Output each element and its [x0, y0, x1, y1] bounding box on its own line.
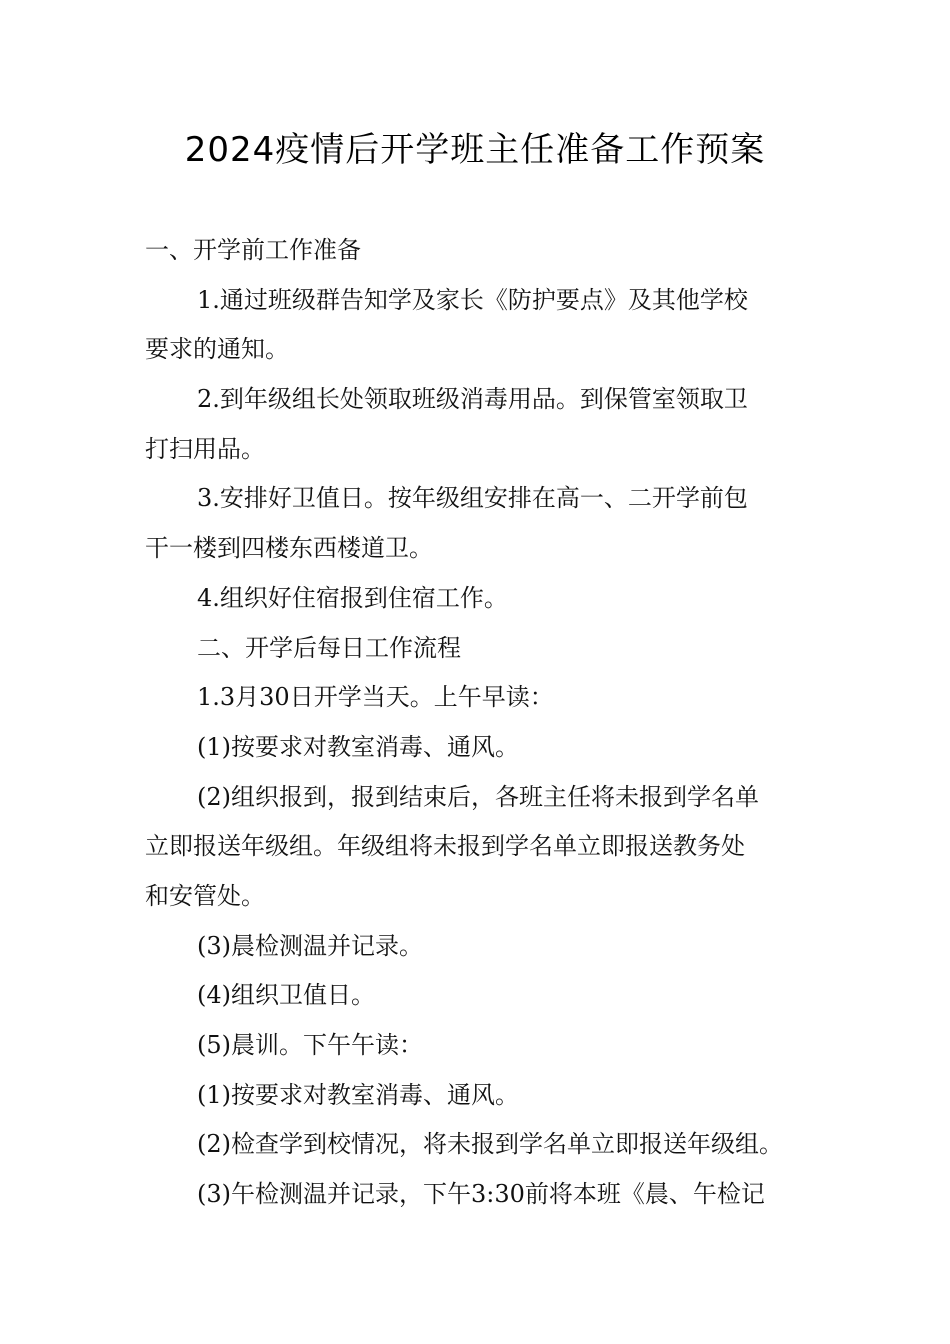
text-line: 1.3月30日开学当天。上午早读： [197, 683, 554, 712]
text-line: 和安管处。 [145, 881, 265, 910]
text-line: 二、开学后每日工作流程 [197, 633, 461, 662]
text-line: 3.安排好卫值日。按年级组安排在高一、二开学前包 [197, 484, 748, 513]
text-line: (2)组织报到，报到结束后，各班主任将未报到学名单 [197, 782, 759, 811]
text-line: 干一楼到四楼东西楼道卫。 [145, 534, 433, 563]
text-line: 打扫用品。 [145, 434, 265, 463]
text-line: (1)按要求对教室消毒、通风。 [197, 732, 519, 761]
text-line: 立即报送年级组。年级组将未报到学名单立即报送教务处 [145, 832, 745, 861]
text-line: 4.组织好住宿报到住宿工作。 [197, 583, 508, 612]
document-body [145, 226, 810, 1220]
text-line: (3)午检测温并记录，下午3:30前将本班《晨、午检记 [197, 1180, 765, 1209]
text-line: 一、开学前工作准备 [145, 236, 361, 264]
text-line: 要求的通知。 [145, 335, 289, 364]
text-line: (3)晨检测温并记录。 [197, 931, 423, 960]
text-line: 2.到年级组长处领取班级消毒用品。到保管室领取卫 [197, 385, 748, 414]
text-line: (4)组织卫值日。 [197, 981, 375, 1010]
text-line: (2)检查学到校情况，将未报到学名单立即报送年级组。 [197, 1130, 783, 1159]
text-line: (5)晨训。下午午读： [197, 1031, 423, 1059]
document-title: 2024疫情后开学班主任准备工作预案 [184, 130, 766, 170]
text-line: (1)按要求对教室消毒、通风。 [197, 1080, 519, 1109]
text-line: 1.通过班级群告知学及家长《防护要点》及其他学校 [197, 285, 748, 314]
